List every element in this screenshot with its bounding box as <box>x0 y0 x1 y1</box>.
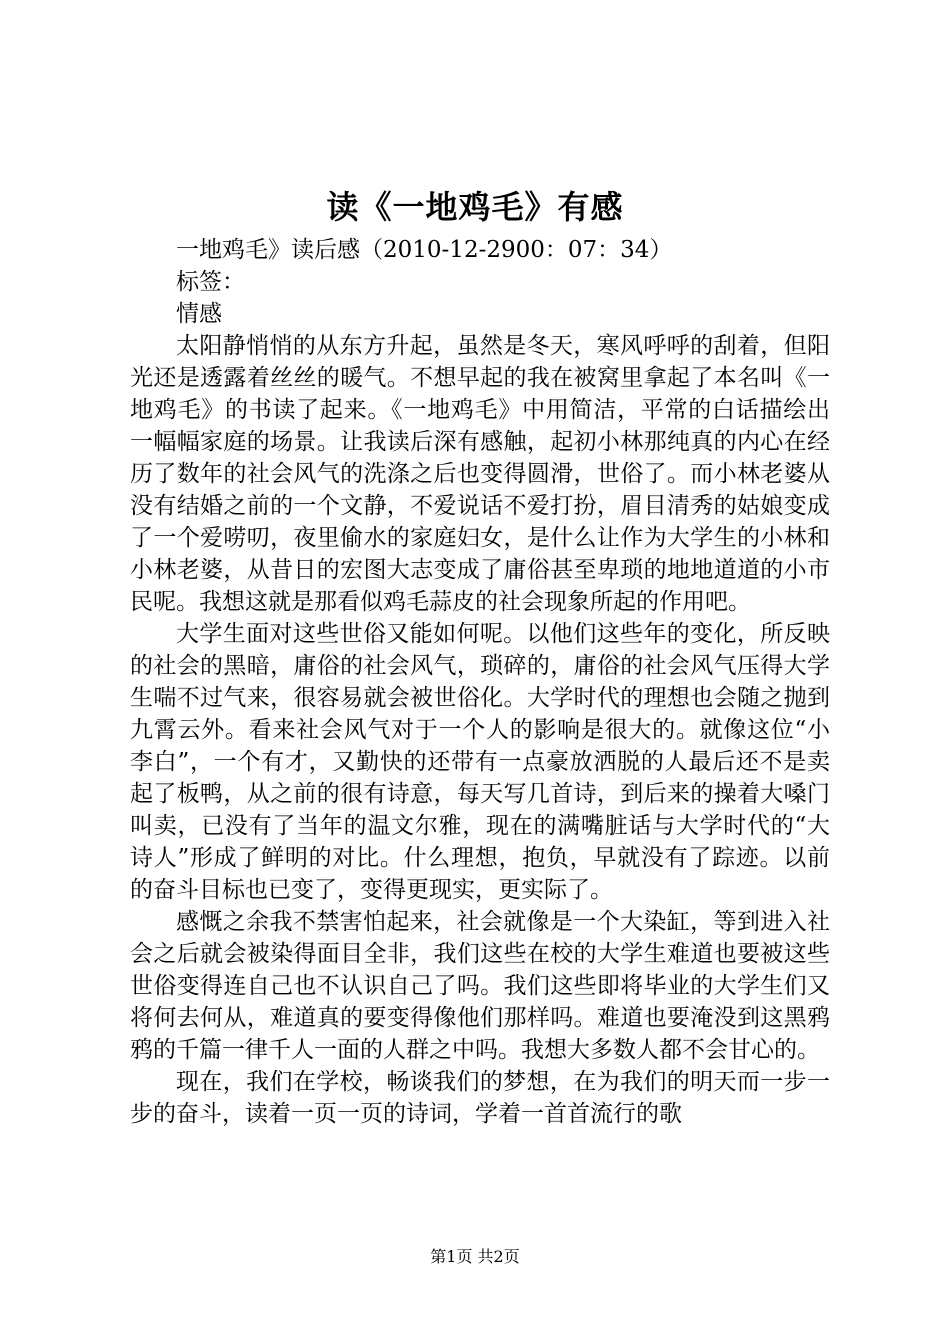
paragraph-1: 太阳静悄悄的从东方升起，虽然是冬天，寒风呼呼的刮着，但阳光还是透露着丝丝的暖气。不想早起的我在被窝里拿起了本名叫《一地鸡毛》的书读了起来。《一地鸡毛》中用简洁，平常的白话描绘出一幅幅家庭的场景。让我读后深有感触，起初小林那纯真的内心在经历了数年的社会风气的洗涤之后也变得圆滑，世俗了。而小林老婆从没有结婚之前的一个文静，不爱说话不爱打扮，眉目清秀的姑娘变成了一个爱唠叨，夜里偷水的家庭妇女，是什么让作为大学生的小林和小林老婆，从昔日的宏图大志变成了庸俗甚至卑琐的地地道道的小市民呢。我想这就是那看似鸡毛蒜皮的社会现象所起的作用吧。 <box>130 333 830 615</box>
paragraph-4: 现在，我们在学校，畅谈我们的梦想，在为我们的明天而一步一步的奋斗，读着一页一页的诗词，学着一首首流行的歌 <box>130 1069 830 1127</box>
meta-line-source: 一地鸡毛》读后感（2010-12-2900：07：34） <box>176 237 673 263</box>
meta-line-tags-label: 标签： <box>176 269 245 295</box>
page-footer: 第1页 共2页 <box>430 1247 520 1266</box>
paragraph-2: 大学生面对这些世俗又能如何呢。以他们这些年的变化，所反映的社会的黑暗，庸俗的社会风气，琐碎的，庸俗的社会风气压得大学生喘不过气来，很容易就会被世俗化。大学时代的理想也会随之抛到九霄云外。看来社会风气对于一个人的影响是很大的。就像这位“小李白”，一个有才，又勤快的还带有一点豪放洒脱的人最后还不是卖起了板鸭，从之前的很有诗意，每天写几首诗，到后来的操着大嗓门叫卖，已没有了当年的温文尔雅，现在的满嘴脏话与大学时代的“大诗人”形成了鲜明的对比。什么理想，抱负，早就没有了踪迹。以前的奋斗目标也已变了，变得更现实，更实际了。 <box>130 621 830 903</box>
document-title: 读《一地鸡毛》有感 <box>326 188 624 226</box>
document-body <box>130 234 830 1130</box>
meta-line-tag-value: 情感 <box>176 301 222 327</box>
paragraph-3: 感慨之余我不禁害怕起来，社会就像是一个大染缸，等到进入社会之后就会被染得面目全非，我们这些在校的大学生难道也要被这些世俗变得连自己也不认识自己了吗。我们这些即将毕业的大学生们又将何去何从，难道真的要变得像他们那样吗。难道也要淹没到这黑鸦鸦的千篇一律千人一面的人群之中吗。我想大多数人都不会甘心的。 <box>130 909 830 1063</box>
